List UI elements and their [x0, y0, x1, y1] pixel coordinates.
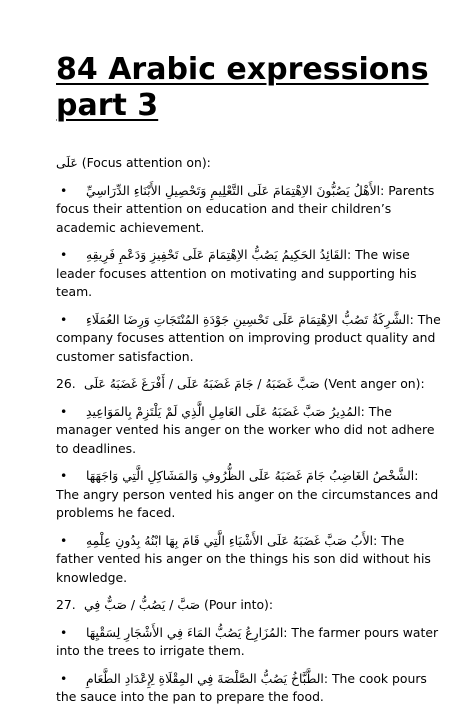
heading-english: (Focus attention on): — [81, 155, 211, 170]
list-item — [56, 311, 444, 367]
bullet-icon: • — [60, 624, 68, 640]
section-number: 27. — [56, 597, 76, 612]
bullet-icon: • — [60, 532, 68, 548]
list-item — [56, 467, 444, 523]
list-item — [56, 532, 444, 588]
bullet-icon: • — [60, 311, 68, 327]
example-arabic: الشَّخْصُ الغَاضِبُ جَامَ غَضَبَهُ عَلَى الظُّرُوفِ وَالمَشَاكِلِ الَّتِي وَاجَهَهَا — [86, 468, 415, 483]
example-english: : The cook pours the sauce into the pan to prepare the food. — [56, 670, 427, 704]
section-heading — [56, 375, 444, 394]
bullet-icon: • — [60, 403, 68, 419]
section-number: 26. — [56, 376, 76, 391]
example-arabic: الأَبُ صَبَّ غَضَبَهُ عَلَى الأَشْيَاءِ الَّتِي قَامَ بِهَا ابْنُهُ بِدُونِ عِلْمِهِ — [86, 532, 374, 548]
example-arabic: المُزَارِعُ يَصُبُّ المَاءَ فِي الأَشْجَارِ لِسَقْيِهَا — [86, 624, 284, 640]
example-arabic: الأَهْلُ يَصُبُّونَ الاِهْتِمَامَ عَلَى التَّعْلِيمِ وَتَحْصِيلِ الأَبْنَاءِ الدِّرَاسِيِّ — [86, 182, 381, 198]
example-arabic: الطَّبَّاخُ يَصُبُّ الصَّلْصَةَ فِي المِقْلَاةِ لِإِعْدَادِ الطَّعَامِ — [86, 670, 324, 686]
heading-arabic: عَلَى — [56, 155, 78, 170]
list-item — [56, 182, 444, 238]
bullet-icon: • — [60, 247, 68, 262]
example-arabic: المُدِيرُ صَبَّ غَضَبَهُ عَلَى العَامِلِ الَّذِي لَمْ يَلْتَزِمْ بِالمَوَاعِيدِ — [86, 403, 361, 419]
heading-english: (Vent anger on): — [323, 376, 425, 391]
example-english: : The farmer pours water into the trees to irrigate them. — [56, 624, 439, 658]
list-item — [56, 670, 444, 707]
list-item — [56, 403, 444, 459]
example-arabic: القَائِدُ الحَكِيمُ يَصُبُّ الاِهْتِمَامَ عَلَى تَحْفِيزِ وَدَعْمِ فَرِيقِهِ — [86, 247, 347, 262]
bullet-icon: • — [60, 670, 68, 686]
heading-arabic: صَبَّ غَضَبَهُ / جَامَ غَضَبَهُ عَلَى / أَفْرَغَ غَضَبَهُ عَلَى — [84, 376, 320, 391]
heading-english: (Pour into): — [203, 597, 274, 612]
example-english: : The wise leader focuses attention on motivating and supporting his team. — [56, 247, 417, 299]
heading-arabic: صَبَّ / يَصُبُّ / صَبٌّ فِي — [84, 597, 201, 612]
bullet-icon: • — [60, 468, 68, 483]
example-arabic: الشَّرِكَةُ تَصُبُّ الاِهْتِمَامَ عَلَى تَحْسِينِ جَوْدَةِ المُنْتَجَاتِ وَرِضَا العُمَلَاءِ — [86, 311, 410, 327]
document-body — [56, 154, 444, 716]
example-english: : The manager vented his anger on the worker who did not adhere to deadlines. — [56, 403, 435, 456]
example-english: : Parents focus their attention on education and their children’s academic achievement. — [56, 182, 435, 235]
example-english: : The company focuses attention on improving product quality and customer satisfaction. — [56, 311, 441, 364]
section-heading — [56, 154, 444, 173]
example-english: : The angry person vented his anger on the circumstances and problems he faced. — [56, 468, 439, 520]
list-item — [56, 246, 444, 302]
section-heading — [56, 596, 444, 615]
list-item — [56, 624, 444, 661]
page-title: 84 Arabic expressions part 3 — [56, 52, 429, 123]
example-english: : The father vented his anger on the things his son did without his knowledge. — [56, 532, 431, 585]
bullet-icon: • — [60, 182, 68, 198]
